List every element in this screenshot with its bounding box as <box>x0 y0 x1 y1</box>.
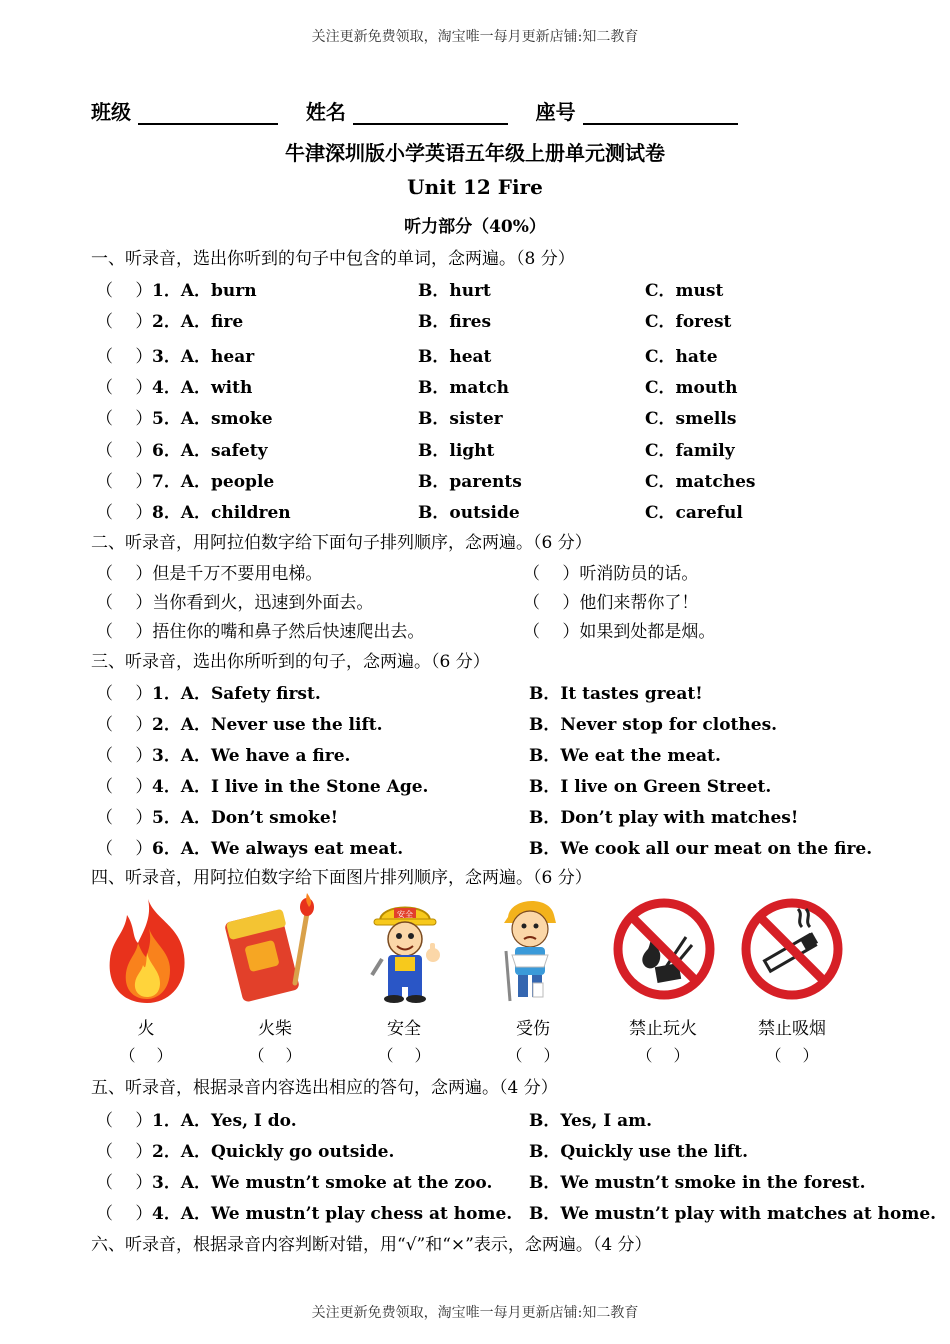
picture-label: 禁止玩火 <box>629 1019 697 1039</box>
picture-label: 禁止吸烟 <box>758 1019 826 1039</box>
question-option-c: C．must <box>645 281 724 301</box>
page-header: 关注更新免费领取，淘宝唯一每月更新店铺:知二教育 <box>311 29 639 45</box>
answer-paren[interactable]: （ ） <box>96 1173 153 1193</box>
answer-paren[interactable]: （ ） <box>96 347 153 367</box>
answer-paren[interactable]: （ ） <box>96 503 153 523</box>
question-option-b: B．parents <box>418 472 522 492</box>
question-option-a: 5．A．Don’t smoke! <box>152 808 339 828</box>
s2-right-1: （ ）听消防员的话。 <box>523 564 699 584</box>
question-option-a: 7．A．people <box>152 472 275 492</box>
question-option-b: B．fires <box>418 312 492 332</box>
answer-paren[interactable]: （ ） <box>96 746 153 766</box>
seat-label: 座号 <box>535 100 576 124</box>
listening-heading: 听力部分（40%） <box>404 217 546 237</box>
answer-paren[interactable]: （ ） <box>96 472 153 492</box>
helmet-badge: 安全 <box>397 910 413 919</box>
seat-field[interactable] <box>583 101 738 125</box>
question-option-a: 3．A．We mustn’t smoke at the zoo. <box>152 1173 493 1193</box>
question-option-a: 8．A．children <box>152 503 291 523</box>
picture-label: 火 <box>137 1019 155 1039</box>
picture-label: 安全 <box>387 1019 421 1039</box>
s2-left-1: （ ）但是千万不要用电梯。 <box>96 564 323 584</box>
section-6-heading: 六、听录音，根据录音内容判断对错，用“√”和“×”表示，念两遍。（4 分） <box>91 1235 652 1255</box>
question-option-b: B．Never stop for clothes. <box>529 715 778 735</box>
question-option-b: B．match <box>418 378 509 398</box>
section-5-heading: 五、听录音，根据录音内容选出相应的答句，念两遍。（4 分） <box>91 1078 558 1098</box>
page-footer: 关注更新免费领取，淘宝唯一每月更新店铺:知二教育 <box>311 1305 639 1321</box>
picture-answer-paren[interactable]: （ ） <box>506 1046 560 1065</box>
answer-paren[interactable]: （ ） <box>96 1111 153 1131</box>
unit-title: Unit 12 Fire <box>407 175 543 199</box>
question-option-a: 4．A．with <box>152 378 253 398</box>
question-option-b: B．hurt <box>418 281 491 301</box>
question-option-b: B．I live on Green Street. <box>529 777 772 797</box>
matches-icon <box>225 893 325 1005</box>
section-2-heading: 二、听录音，用阿拉伯数字给下面句子排列顺序，念两遍。（6 分） <box>91 533 592 553</box>
question-option-b: B．light <box>418 441 495 461</box>
question-option-a: 6．A．safety <box>152 441 268 461</box>
question-option-b: B．sister <box>418 409 503 429</box>
picture-answer-paren[interactable]: （ ） <box>119 1046 173 1065</box>
question-option-a: 1．A．burn <box>152 281 257 301</box>
name-field[interactable] <box>353 101 508 125</box>
section-3-heading: 三、听录音，选出你所听到的句子，念两遍。（6 分） <box>91 652 490 672</box>
picture-answer-paren[interactable]: （ ） <box>248 1046 302 1065</box>
answer-paren[interactable]: （ ） <box>96 312 153 332</box>
question-option-b: B．We eat the meat. <box>529 746 721 766</box>
section-1-heading: 一、听录音，选出你听到的句子中包含的单词，念两遍。（8 分） <box>91 249 575 269</box>
question-option-b: B．It tastes great! <box>529 684 703 704</box>
answer-paren[interactable]: （ ） <box>96 1142 153 1162</box>
page-title: 牛津深圳版小学英语五年级上册单元测试卷 <box>285 141 665 165</box>
s2-left-2: （ ）当你看到火，迅速到外面去。 <box>96 593 374 613</box>
question-option-a: 3．A．hear <box>152 347 255 367</box>
answer-paren[interactable]: （ ） <box>96 839 153 859</box>
fire-icon <box>100 895 195 1007</box>
answer-paren[interactable]: （ ） <box>96 777 153 797</box>
safety-worker-icon <box>360 895 450 1005</box>
question-option-a: 1．A．Safety first. <box>152 684 321 704</box>
answer-paren[interactable]: （ ） <box>96 441 153 461</box>
question-option-a: 1．A．Yes, I do. <box>152 1111 297 1131</box>
question-option-b: B．We mustn’t smoke in the forest. <box>529 1173 866 1193</box>
picture-label: 受伤 <box>516 1019 550 1039</box>
question-option-b: B．heat <box>418 347 492 367</box>
s2-right-3: （ ）如果到处都是烟。 <box>523 622 716 642</box>
class-label: 班级 <box>91 100 131 124</box>
no-smoking-icon <box>740 897 844 1001</box>
name-label: 姓名 <box>305 100 346 124</box>
question-option-c: C．family <box>645 441 735 461</box>
question-option-a: 3．A．We have a fire. <box>152 746 351 766</box>
question-option-a: 2．A．Quickly go outside. <box>152 1142 395 1162</box>
question-option-c: C．mouth <box>645 378 738 398</box>
s2-left-3: （ ）捂住你的嘴和鼻子然后快速爬出去。 <box>96 622 425 642</box>
picture-answer-paren[interactable]: （ ） <box>636 1046 690 1065</box>
injured-boy-icon <box>490 893 570 1005</box>
question-option-c: C．hate <box>645 347 718 367</box>
question-option-b: B．outside <box>418 503 520 523</box>
question-option-c: C．forest <box>645 312 732 332</box>
question-option-b: B．We mustn’t play with matches at home. <box>529 1204 937 1224</box>
answer-paren[interactable]: （ ） <box>96 715 153 735</box>
student-info-line <box>91 96 738 125</box>
question-option-a: 6．A．We always eat meat. <box>152 839 404 859</box>
question-option-c: C．careful <box>645 503 743 523</box>
answer-paren[interactable]: （ ） <box>96 1204 153 1224</box>
class-field[interactable] <box>138 101 278 125</box>
question-option-a: 2．A．Never use the lift. <box>152 715 383 735</box>
question-option-b: B．Quickly use the lift. <box>529 1142 748 1162</box>
question-option-a: 2．A．fire <box>152 312 244 332</box>
question-option-b: B．Don’t play with matches! <box>529 808 799 828</box>
s2-right-2: （ ）他们来帮你了！ <box>523 593 699 613</box>
picture-answer-paren[interactable]: （ ） <box>377 1046 431 1065</box>
question-option-c: C．smells <box>645 409 737 429</box>
picture-label: 火柴 <box>258 1019 292 1039</box>
no-playing-with-fire-icon <box>612 897 716 1001</box>
picture-answer-paren[interactable]: （ ） <box>765 1046 819 1065</box>
answer-paren[interactable]: （ ） <box>96 808 153 828</box>
answer-paren[interactable]: （ ） <box>96 684 153 704</box>
answer-paren[interactable]: （ ） <box>96 378 153 398</box>
question-option-a: 4．A．We mustn’t play chess at home. <box>152 1204 513 1224</box>
question-option-c: C．matches <box>645 472 756 492</box>
question-option-b: B．We cook all our meat on the fire. <box>529 839 873 859</box>
question-option-a: 4．A．I live in the Stone Age. <box>152 777 429 797</box>
section-4-heading: 四、听录音，用阿拉伯数字给下面图片排列顺序，念两遍。（6 分） <box>91 868 592 888</box>
question-option-b: B．Yes, I am. <box>529 1111 653 1131</box>
answer-paren[interactable]: （ ） <box>96 409 153 429</box>
question-option-a: 5．A．smoke <box>152 409 273 429</box>
answer-paren[interactable]: （ ） <box>96 281 153 301</box>
